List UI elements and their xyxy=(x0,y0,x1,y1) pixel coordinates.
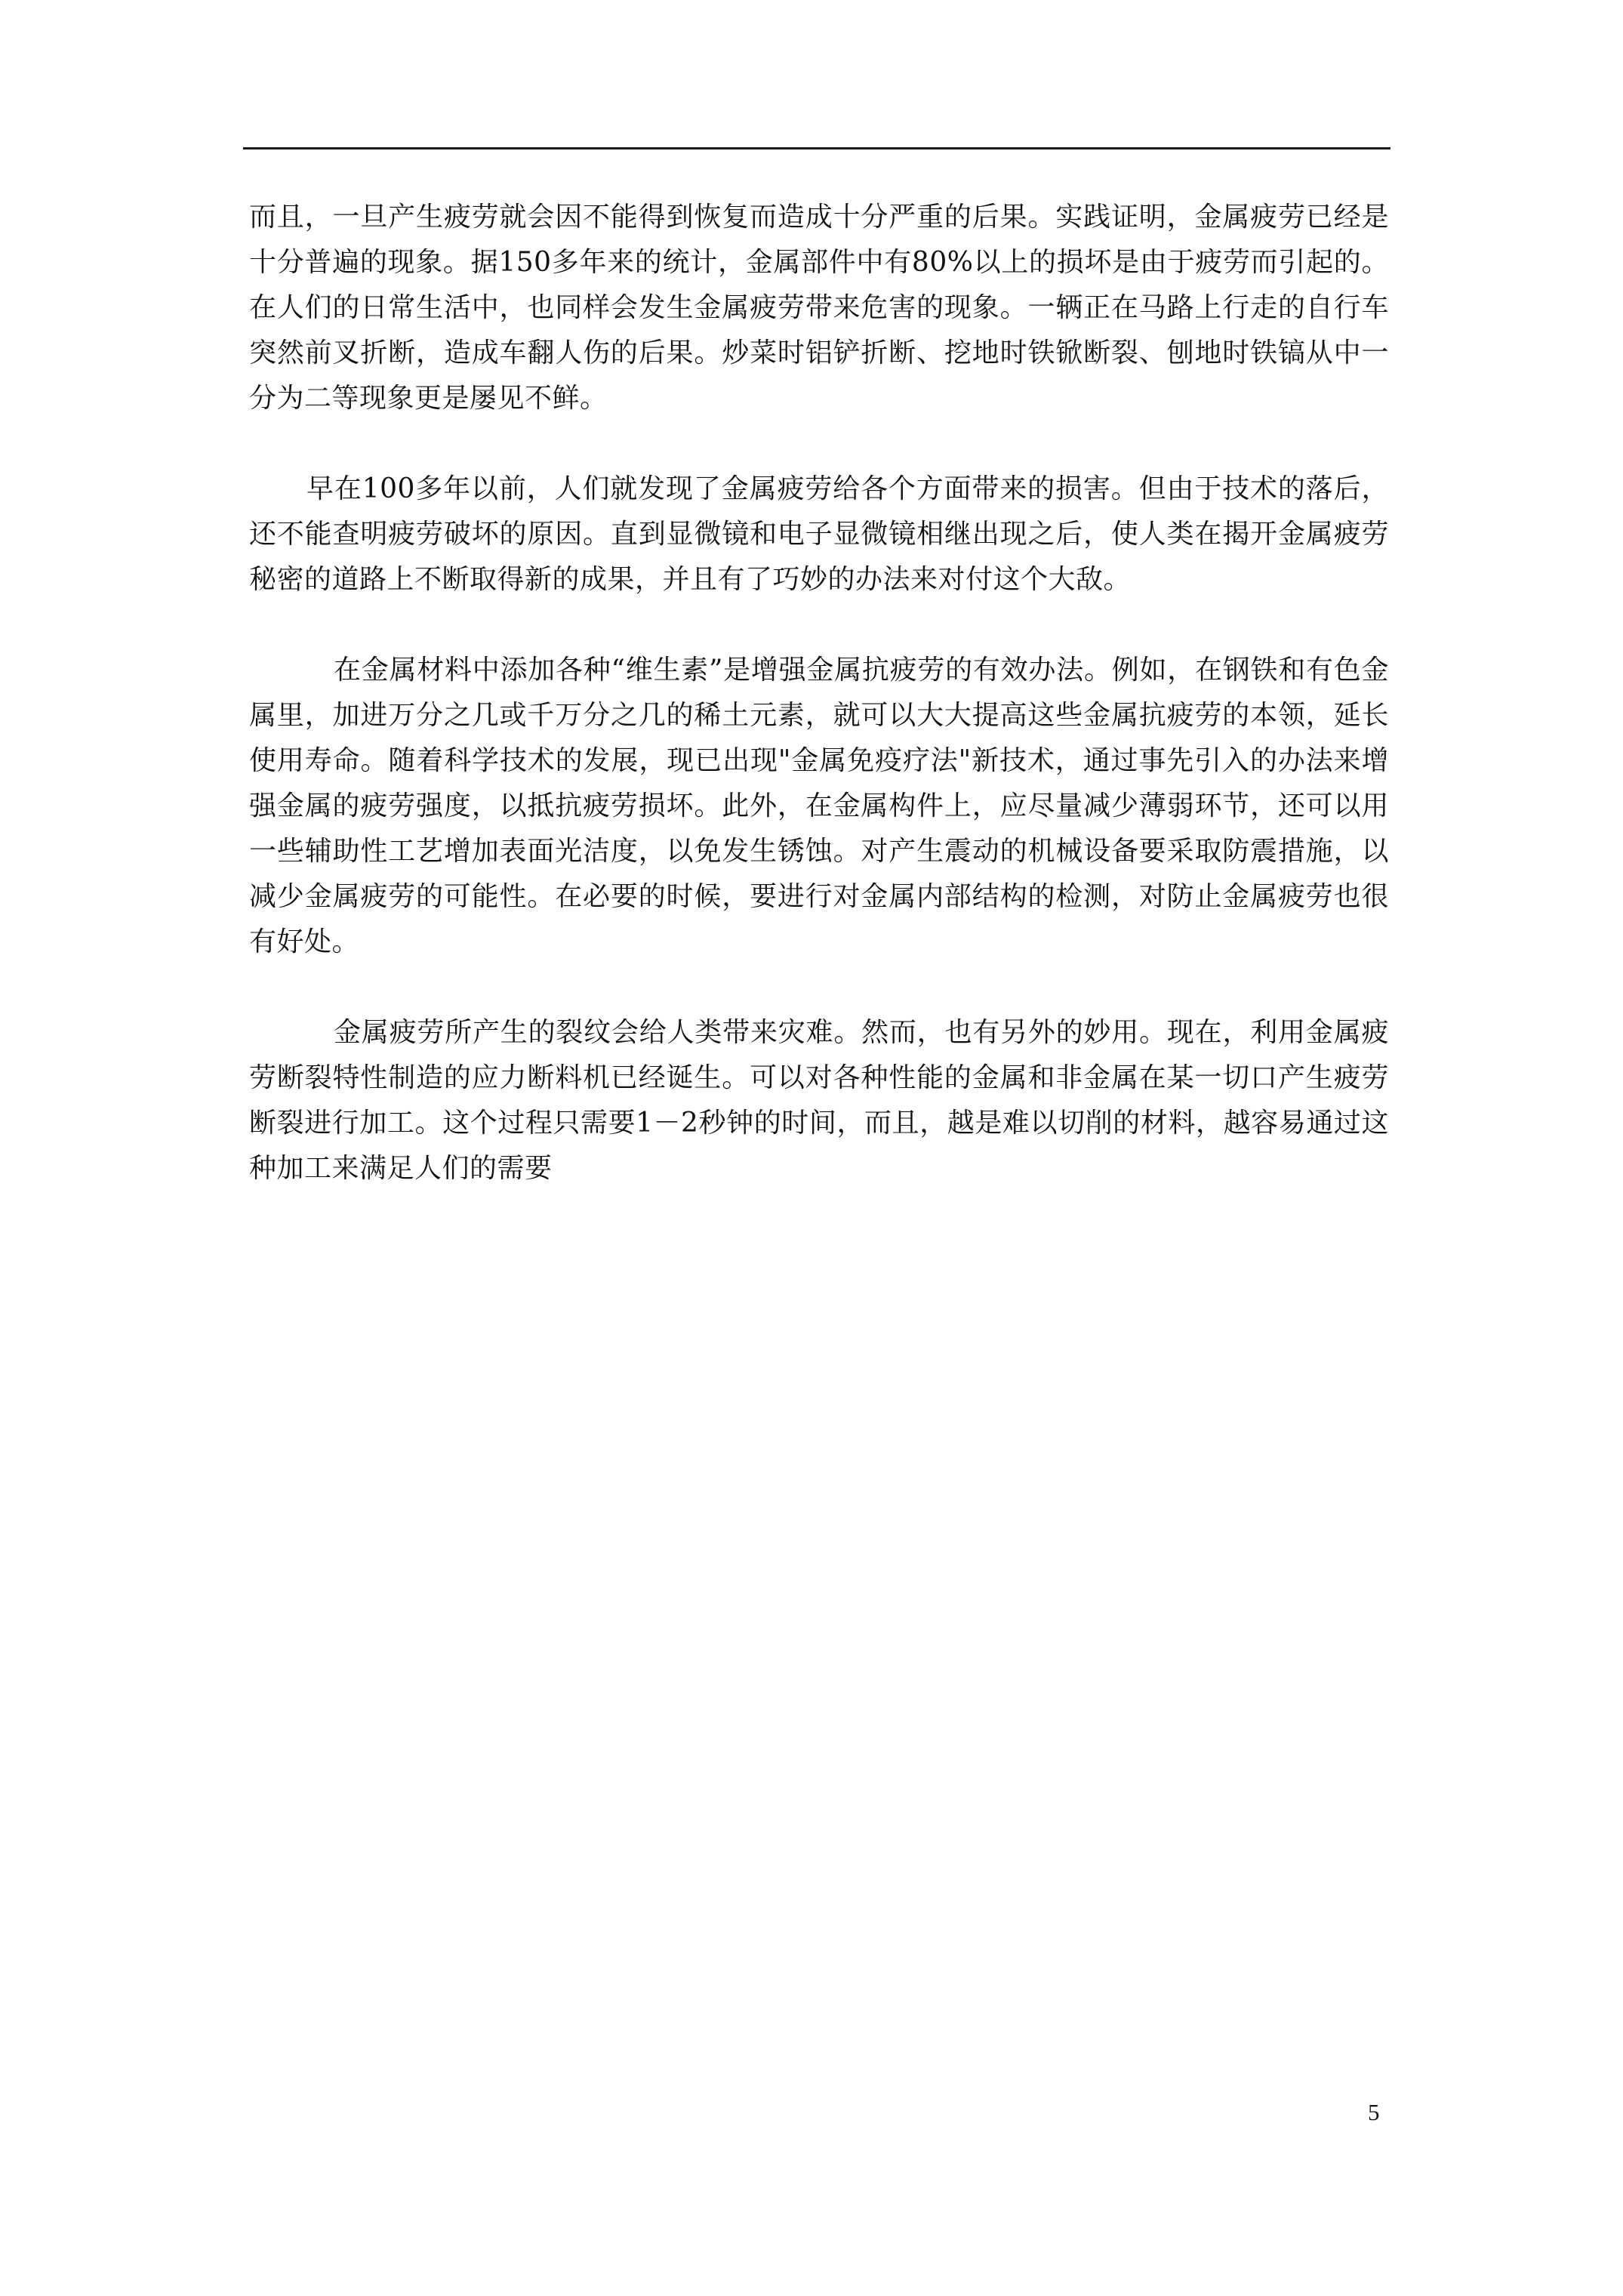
paragraph-3: 在金属材料中添加各种“维生素”是增强金属抗疲劳的有效办法。例如，在钢铁和有色金属里，加进万分之几或千万分之几的稀土元素，就可以大大提高这些金属抗疲劳的本领，延长使用寿命。随着科学技术的发展，现已出现"金属免疫疗法"新技术，通过事先引入的办法来增强金属的疲劳强度，以抵抗疲劳损坏。此外，在金属构件上，应尽量减少薄弱环节，还可以用一些辅助性工艺增加表面光洁度，以免发生锈蚀。对产生震动的机械设备要采取防震措施，以减少金属疲劳的可能性。在必要的时候，要进行对金属内部结构的检测，对防止金属疲劳也很有好处。 xyxy=(249,655,1389,957)
page-number: 5 xyxy=(1368,2099,1380,2125)
header-rule xyxy=(243,147,1390,149)
document-body xyxy=(249,195,1389,1191)
paragraph-2: 早在100多年以前，人们就发现了金属疲劳给各个方面带来的损害。但由于技术的落后，还不能查明疲劳破坏的原因。直到显微镜和电子显微镜相继出现之后，使人类在揭开金属疲劳秘密的道路上不断取得新的成果，并且有了巧妙的办法来对付这个大敌。 xyxy=(249,473,1389,595)
paragraph-4: 金属疲劳所产生的裂纹会给人类带来灾难。然而，也有另外的妙用。现在，利用金属疲劳断裂特性制造的应力断料机已经诞生。可以对各种性能的金属和非金属在某一切口产生疲劳断裂进行加工。这个过程只需要1－2秒钟的时间，而且，越是难以切削的材料，越容易通过这种加工来满足人们的需要 xyxy=(249,1017,1389,1184)
paragraph-1: 而且，一旦产生疲劳就会因不能得到恢复而造成十分严重的后果。实践证明，金属疲劳已经是十分普遍的现象。据150多年来的统计，金属部件中有80%以上的损坏是由于疲劳而引起的。在人们的日常生活中，也同样会发生金属疲劳带来危害的现象。一辆正在马路上行走的自行车突然前叉折断，造成车翻人伤的后果。炒菜时铝铲折断、挖地时铁锨断裂、刨地时铁镐从中一分为二等现象更是屡见不鲜。 xyxy=(249,202,1389,414)
